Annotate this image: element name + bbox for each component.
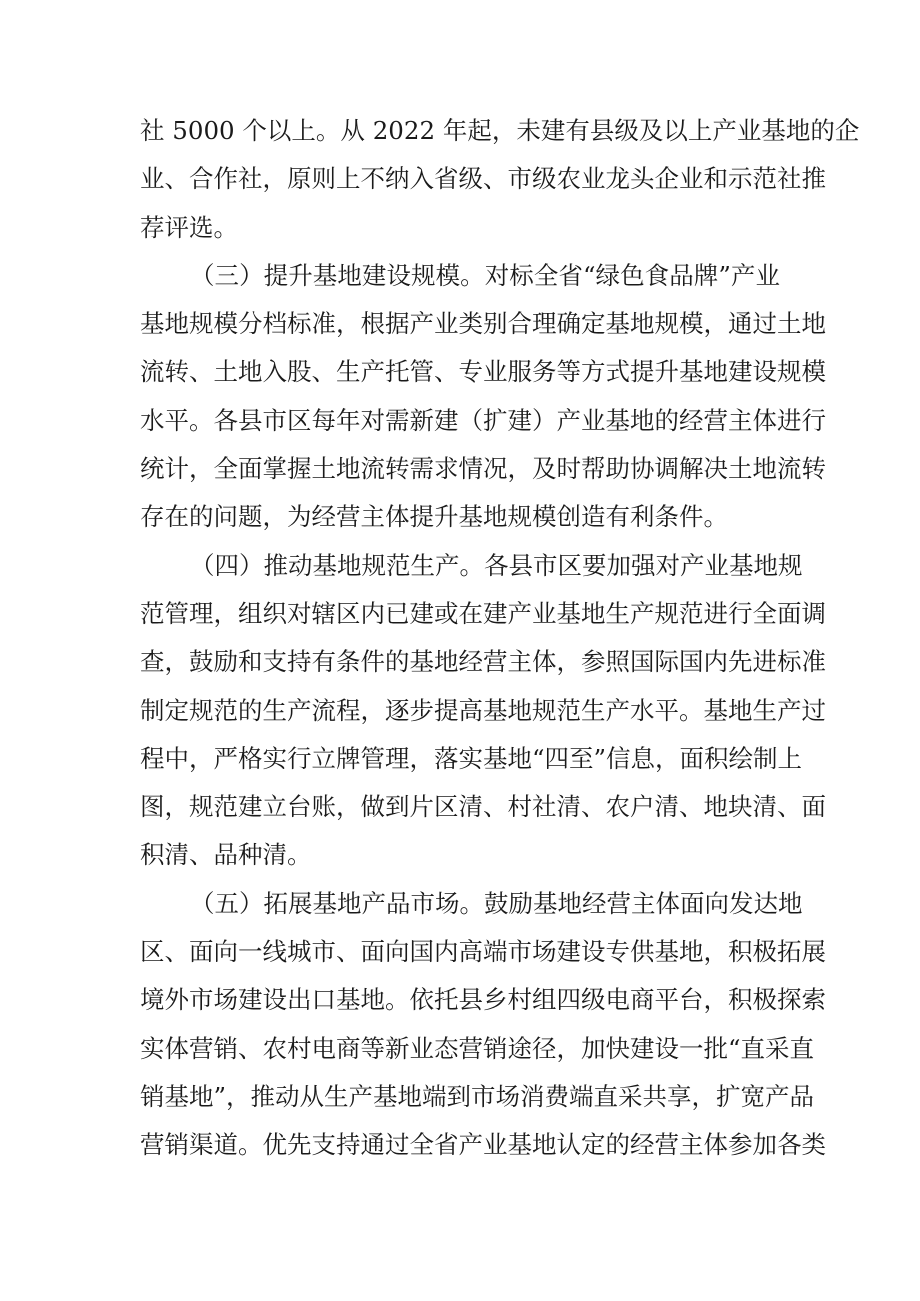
body-text [140, 107, 860, 1170]
text-line: 流转、土地入股、生产托管、专业服务等方式提升基地建设规模 [140, 357, 826, 387]
section-heading-line: （四）推动基地规范生产。各县市区要加强对产业基地规 [190, 550, 803, 580]
text-line: 区、面向一线城市、面向国内高端市场建设专供基地，积极拓展 [140, 937, 826, 967]
text-line: 营销渠道。优先支持通过全省产业基地认定的经营主体参加各类 [140, 1130, 826, 1160]
text-line: 图，规范建立台账，做到片区清、村社清、农户清、地块清、面 [140, 792, 826, 822]
text-line: 实体营销、农村电商等新业态营销途径，加快建设一批“直采直 [140, 1033, 815, 1063]
text-line: 水平。各县市区每年对需新建（扩建）产业基地的经营主体进行 [140, 405, 826, 435]
section-heading-line: （三）提升基地建设规模。对标全省“绿色食品牌”产业 [190, 260, 780, 290]
text-line: 基地规模分档标准，根据产业类别合理确定基地规模，通过土地 [140, 309, 826, 339]
text-line: 存在的问题，为经营主体提升基地规模创造有利条件。 [140, 502, 728, 532]
text-line: 荐评选。 [140, 212, 238, 242]
text-line: 程中，严格实行立牌管理，落实基地“四至”信息，面积绘制上 [140, 743, 803, 773]
text-line: 制定规范的生产流程，逐步提高基地规范生产水平。基地生产过 [140, 695, 826, 725]
text-line: 业、合作社，原则上不纳入省级、市级农业龙头企业和示范社推 [140, 164, 826, 194]
text-line: 范管理，组织对辖区内已建或在建产业基地生产规范进行全面调 [140, 598, 826, 628]
text-line: 统计，全面掌握土地流转需求情况，及时帮助协调解决土地流转 [140, 454, 826, 484]
text-line: 销基地”，推动从生产基地端到市场消费端直采共享，扩宽产品 [140, 1081, 815, 1111]
section-heading-line: （五）拓展基地产品市场。鼓励基地经营主体面向发达地 [190, 888, 803, 918]
text-line: 社 5000 个以上。从 2022 年起，未建有县级及以上产业基地的企 [140, 116, 860, 145]
text-line: 境外市场建设出口基地。依托县乡村组四级电商平台，积极探索 [140, 985, 826, 1015]
text-line: 积清、品种清。 [140, 840, 312, 870]
text-line: 查，鼓励和支持有条件的基地经营主体，参照国际国内先进标准 [140, 647, 826, 677]
